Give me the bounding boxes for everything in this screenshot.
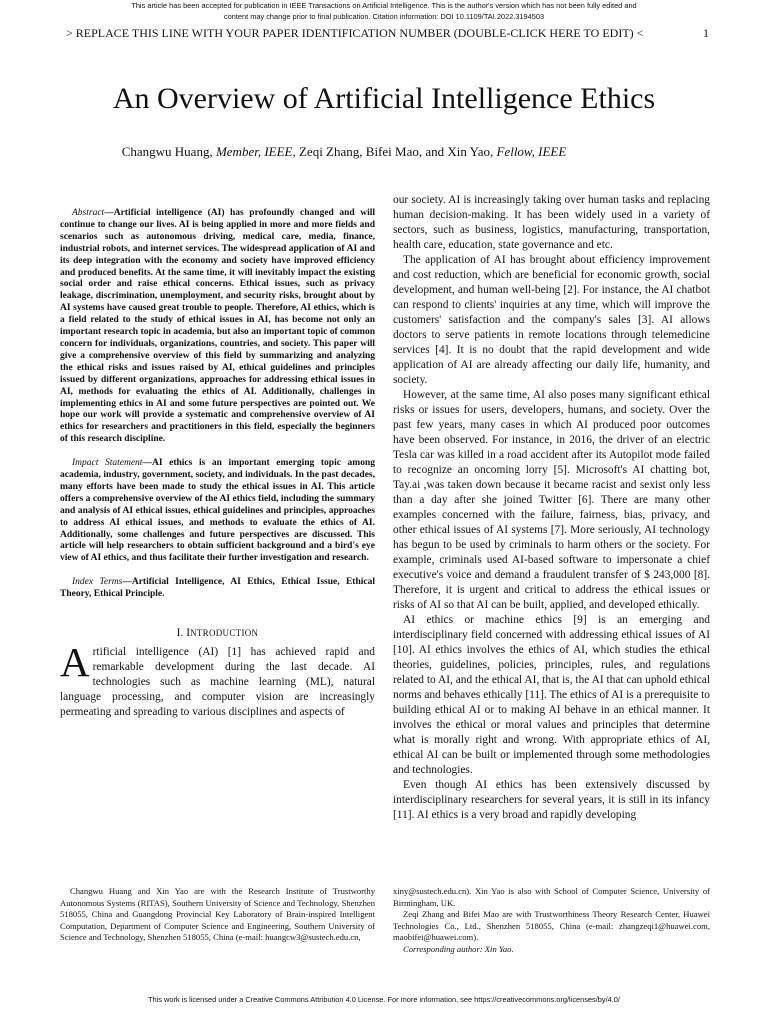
- license-notice: This work is licensed under a Creative Commons Attribution 4.0 License. For more information, see https://creativecommons.org/licenses/by/4.0/: [148, 995, 620, 1004]
- section-numeral: I.: [176, 627, 184, 640]
- impact-statement: [60, 458, 375, 565]
- paper-title: An Overview of Artificial Intelligence Ethics: [112, 82, 656, 115]
- notice-line-2: content may change prior to final publication. Citation information: DOI 10.1109/TAI.2022.3194503: [223, 12, 545, 21]
- drop-cap: A: [60, 639, 90, 686]
- corresponding-author: Corresponding author: Xin Yao.: [403, 943, 514, 954]
- authors-middle: , Zeqi Zhang, Bifei Mao, and Xin Yao,: [292, 144, 497, 159]
- publication-notice: [0, 0, 768, 22]
- abstract-label: Abstract: [72, 208, 105, 218]
- paragraph-benefits: The application of AI has brought about efficiency improvement and cost reduction, which are beneficial for economic growth, social development, and human well-being [2]. For instance, the AI chatbot can respond to clients' inquiries at any time, which will improve the customers' satisfaction and the company's sales [3]. AI allows doctors to serve patients in remote locations through telemedicine services [4]. It is no doubt that the rapid development and wide application of AI are already affecting our daily life, humanity, and society.: [393, 254, 710, 386]
- abstract: [60, 208, 375, 446]
- paragraph-continued: our society. AI is increasingly taking over human tasks and replacing human decision-making. It has been widely used in a variety of sectors, such as business, logistics, manufacturing, transportation, health care, education, state governance and etc.: [393, 194, 710, 251]
- footnote-affiliation-right: [393, 886, 710, 956]
- footnote-right-1: xiny@sustech.edu.cn). Xin Yao is also with School of Computer Science, University of Birmingham, UK.: [393, 886, 710, 908]
- abstract-text: —Artificial intelligence (AI) has profoundly changed and will continue to change our lives. AI is being applied in more and more fields and scenarios such as autonomous driving, medical care, media, finance, industrial robots, and internet services. The widespread application of AI and its deep integration with the economy and society have improved efficiency and produced benefits. At the same time, it will inevitably impact the existing social order and raise ethical concerns. Ethical issues, such as privacy leakage, discrimination, unemployment, and security risks, brought about by AI systems have caused great trouble to people. Therefore, AI ethics, which is a field related to the study of ethical issues in AI, has become not only an important research topic in academia, but also an important topic of common concern for individuals, organizations, countries, and society. This paper will give a comprehensive overview of this field by summarizing and analyzing the ethical risks and issues raised by AI, ethical guidelines and principles issued by different organizations, approaches for addressing ethical issues in AI, methods for evaluating the ethics of AI. Additionally, challenges in implementing ethics in AI and some future perspectives are pointed out. We hope our work will provide a systematic and comprehensive overview of AI ethics for researchers and practitioners in this field, especially the beginners of this research discipline.: [60, 208, 375, 445]
- footnote-corresponding-author: [393, 944, 710, 956]
- index-terms: [60, 577, 375, 601]
- footnote-affiliation-left: [60, 886, 375, 944]
- index-terms-text: —Artificial Intelligence, AI Ethics, Ethical Issue, Ethical Theory, Ethical Principle.: [60, 577, 375, 600]
- author-line: [0, 144, 688, 160]
- notice-line-1: This article has been accepted for publication in IEEE Transactions on Artificial Intelligence. This is the author's version which has not been fully edited and: [131, 1, 637, 10]
- impact-text: —AI ethics is an important emerging topic among academia, industry, government, society, and individuals. In the past decades, many efforts have been made to study the ethical issues in AI. This article offers a comprehensive overview of the AI ethics field, including the summary and analysis of AI ethical issues, ethical guidelines and principles, approaches to address AI ethical issues, and methods to evaluate the ethics of AI. Additionally, some challenges and future perspectives are discussed. This article will help researchers to obtain sufficient background and a bird's eye view of AI ethics, and thus facilitate their further investigation and research.: [60, 458, 375, 564]
- section-heading-introduction: [60, 627, 375, 639]
- author-1-role: Member, IEEE: [215, 144, 293, 159]
- paragraph-ai-ethics-definition: AI ethics or machine ethics [9] is an emerging and interdisciplinary field concerned with addressing ethical issues of AI [10]. AI ethics involves the ethics of AI, which studies the ethical theories, guidelines, policies, principles, rules, and regulations related to AI, and the ethical AI, that is, the AI that can uphold ethical norms and behaves ethically [11]. The ethics of AI is a prerequisite to building ethical AI or to making AI behave in an ethical manner. It involves the ethical or moral values and principles that determine what is morally right and wrong. With appropriate ethics of AI, ethical AI can be built or implemented through some methodologies and technologies.: [393, 614, 710, 776]
- section-title-rest: NTRODUCTION: [190, 628, 259, 639]
- paper-id-placeholder[interactable]: > REPLACE THIS LINE WITH YOUR PAPER IDENTIFICATION NUMBER (DOUBLE-CLICK HERE TO EDIT) <: [66, 26, 644, 40]
- intro-paragraph-1: [60, 639, 375, 720]
- footnote-right-2: Zeqi Zhang and Bifei Mao are with Trustworthiness Theory Research Center, Huawei Technologies Co., Ltd., Shenzhen 518055, China (e-mail: zhangzeqi1@huawei.com, maobifei@huawei.com).: [393, 909, 710, 943]
- intro-paragraph-1-text: rtificial intelligence (AI) [1] has achieved rapid and remarkable development during the last decade. AI technologies such as machine learning (ML), natural language processing, and computer vision are increasingly permeating and spreading to various disciplines and aspects of: [60, 646, 375, 719]
- footnote-left-text: Changwu Huang and Xin Yao are with the Research Institute of Trustworthy Autonomous Systems (RITAS), Southern University of Science and Technology, Shenzhen 518055, China and Guangdong Provincial Key Laboratory of Brain-inspired Intelligent Computation, Department of Computer Science and Engineering, Southern University of Science and Technology, Shenzhen 518055, China (e-mail: huangcw3@sustech.edu.cn,: [60, 886, 375, 943]
- paragraph-ai-ethics-infancy: Even though AI ethics has been extensively discussed by interdisciplinary researchers for several years, it is still in its infancy [11]. AI ethics is a very broad and rapidly developing: [393, 779, 710, 821]
- page-number: 1: [703, 26, 709, 40]
- impact-label: Impact Statement: [72, 458, 143, 469]
- paragraph-risks: However, at the same time, AI also poses many significant ethical risks or issues for users, developers, humans, and society. Over the past few years, many cases in which AI produced poor outcomes have been observed. For instance, in 2016, the driver of an electric Tesla car was killed in a road accident after its Autopilot mode failed to recognize an oncoming lorry [5]. Microsoft's AI chatting bot, Tay.ai ,was taken down because it became racist and sexist only less than a day after she joined Twitter [6]. There are many other examples concerned with the failure, fairness, bias, privacy, and other ethical issues of AI systems [7]. More seriously, AI technology has begun to be used by criminals to harm others or the society. For example, criminals used AI-based software to impersonate a chief executive's voice and demand a fraudulent transfer of $ 243,000 [8]. Therefore, it is urgent and critical to address the ethical issues or risks of AI so that AI can be built, applied, and developed ethically.: [393, 389, 710, 611]
- index-terms-label: Index Terms: [72, 577, 123, 588]
- author-1: Changwu Huang,: [121, 144, 216, 159]
- left-column: [60, 208, 375, 720]
- section-title-first: I: [186, 627, 191, 640]
- right-column: [393, 193, 710, 823]
- author-4-role: Fellow, IEEE: [496, 144, 567, 159]
